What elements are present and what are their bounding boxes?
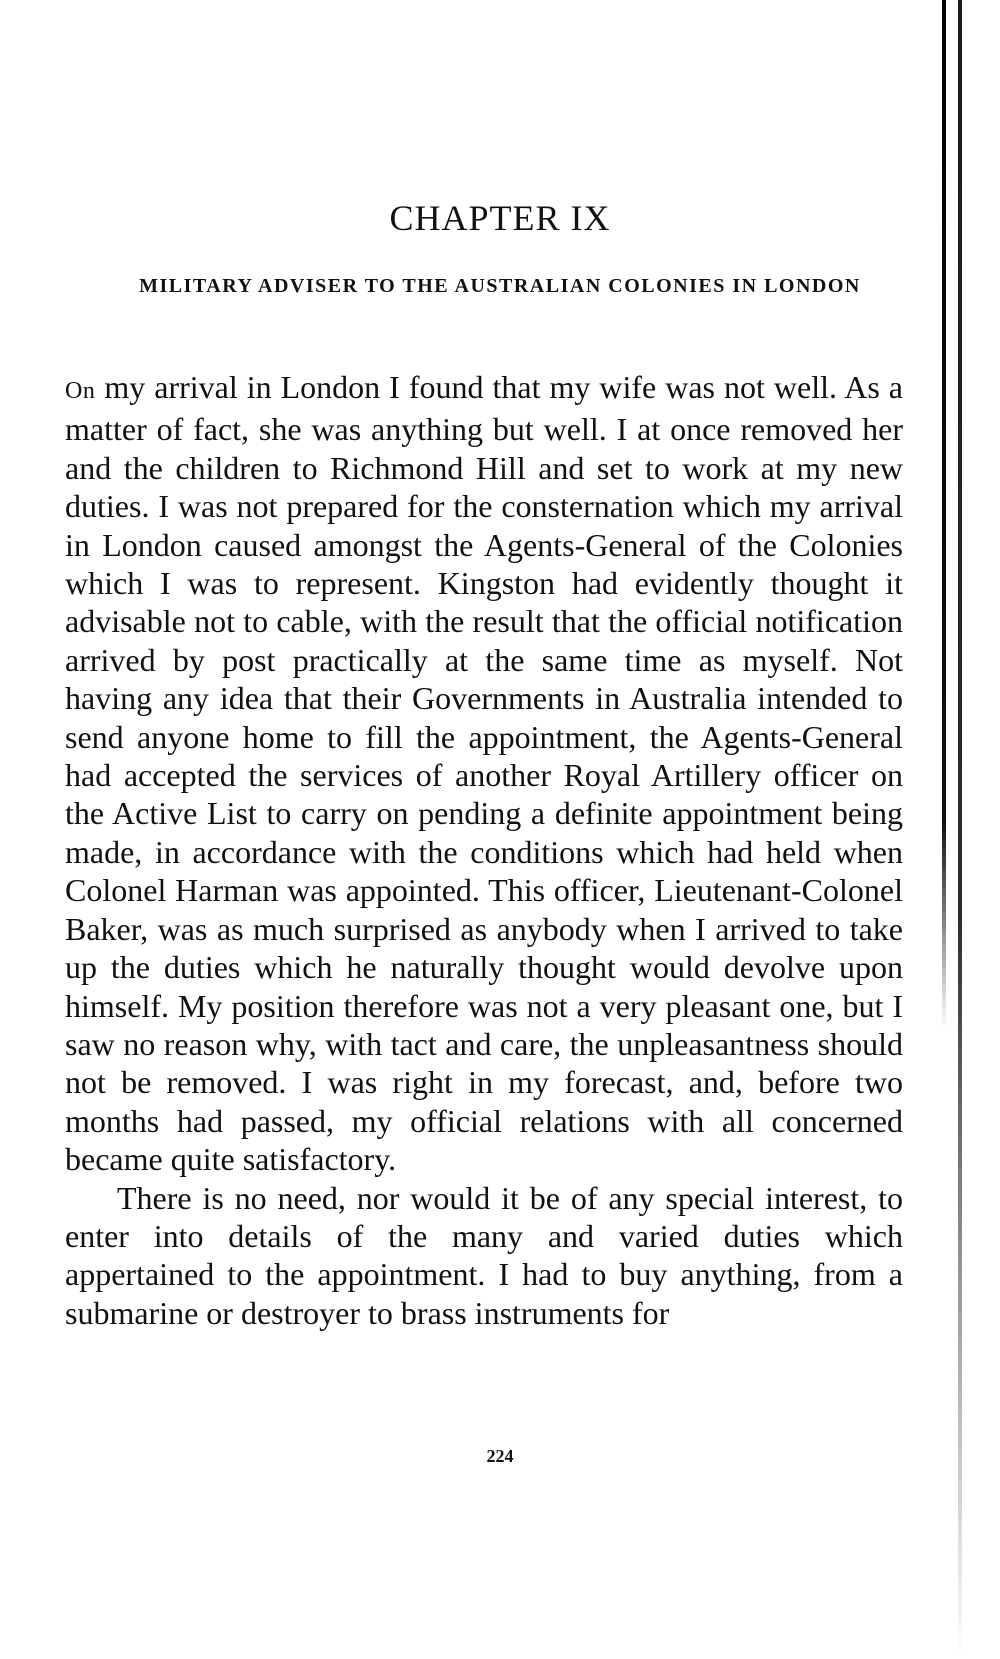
page-edge-shadow [958,0,962,1659]
paragraph-1-opening-smallcaps: On [65,378,96,404]
chapter-subtitle: MILITARY ADVISER TO THE AUSTRALIAN COLONIES IN LONDON [139,275,861,297]
paragraph-2: There is no need, nor would it be of any special interest, to enter into details of the many and varied duties which appertained to the appointment. I had to buy anything, from a submarine or destroyer to brass instruments for [65,1179,903,1331]
page-edge-shadow-inner [942,0,946,1029]
page-number: 224 [486,1446,514,1466]
paragraph-1-text: my arrival in London I found that my wife was not well. As a matter of fact, she was anything but well. I at once removed her and the children to Richmond Hill and set to work at my new duties. I was not prepared for the consternation which my arrival in London caused amongst the Agents-General of the Colonies which I was to represent. Kingston had evidently thought it advisable not to cable, with the result that the official notification arrived by post practically at the same time as myself. Not having any idea that their Governments in Australia intended to send anyone home to fill the appointment, the Agents-General had accepted the services of another Royal Artillery officer on the Active List to carry on pending a definite appointment being made, in accordance with the conditions which had held when Colonel Harman was appointed. This officer, Lieutenant-Colonel Baker, was as much surprised as anybody when I arrived to take up the duties which he naturally thought would devolve upon himself. My position therefore was not a very pleasant one, but I saw no reason why, with tact and care, the unpleasantness should not be removed. I was right in my forecast, and, before two months had passed, my official relations with all concerned became quite satisfactory. [65,369,903,1178]
chapter-title: CHAPTER IX [389,198,611,238]
body-text [65,368,903,1332]
paragraph-1 [65,368,903,1179]
